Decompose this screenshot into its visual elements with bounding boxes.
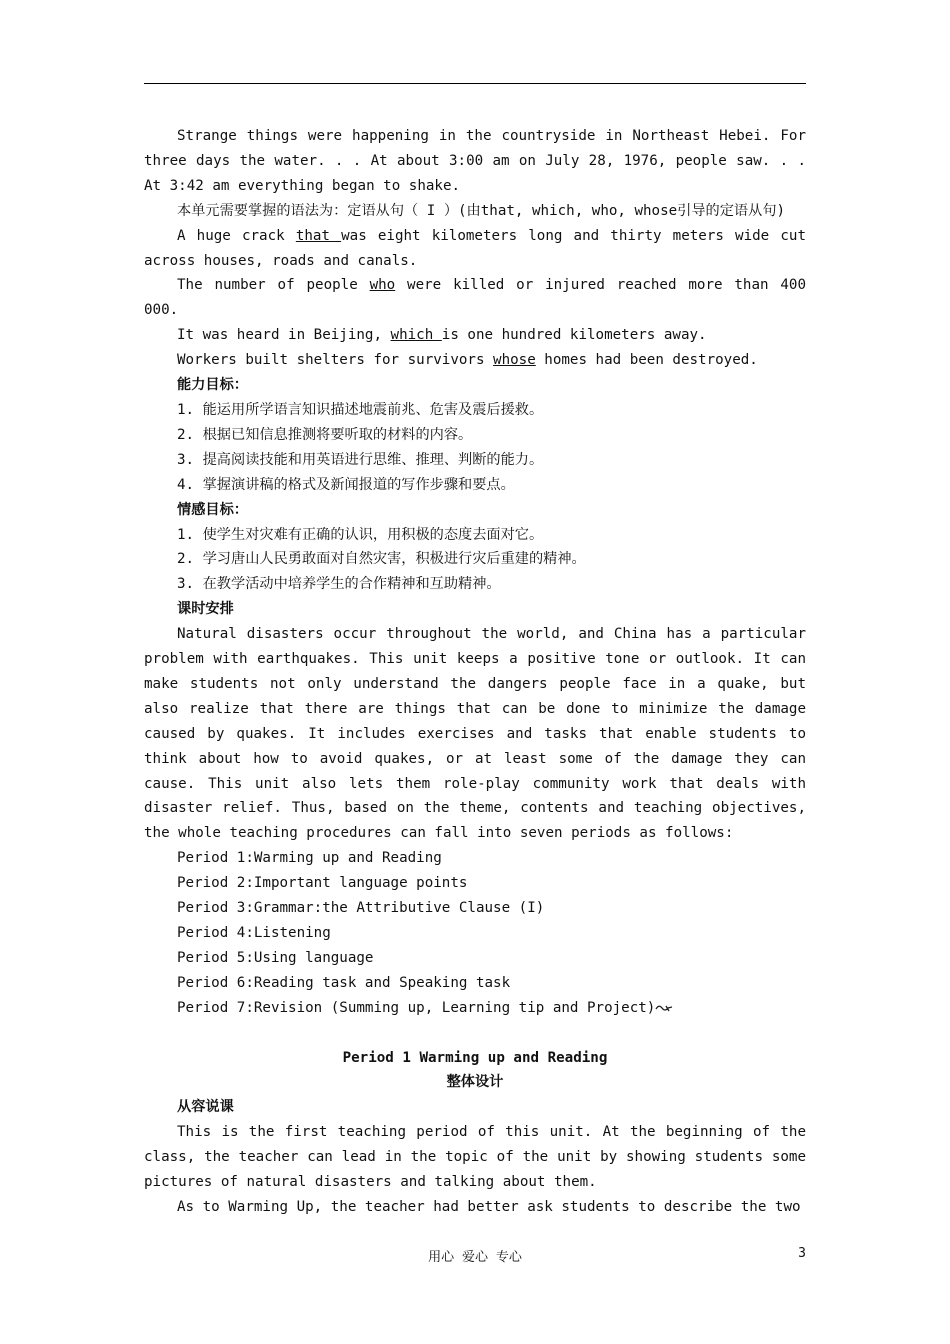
emotion-goal-item: 2. 学习唐山人民勇敢面对自然灾害，积极进行灾后重建的精神。 bbox=[177, 551, 586, 568]
example-text: It was heard in Beijing, bbox=[177, 327, 391, 344]
underlined-relative-pronoun: that bbox=[295, 227, 342, 244]
period-item: Period 6:Reading task and Speaking task bbox=[177, 974, 511, 991]
underlined-relative-pronoun: who bbox=[369, 277, 396, 294]
example-text: A huge crack bbox=[177, 227, 296, 244]
ability-goal-item: 2. 根据已知信息推测将要听取的材料的内容。 bbox=[177, 426, 473, 443]
period-text: Period 7:Revision (Summing up, Learning tip and Project) bbox=[177, 999, 656, 1016]
document-body bbox=[144, 124, 806, 1220]
underlined-relative-pronoun: which bbox=[390, 327, 442, 344]
example-text: were killed or injured reached more than 400 000. bbox=[144, 277, 807, 319]
grammar-heading: 本单元需要掌握的语法为：定语从句（ I ）(由that, which, who, whose引导的定语从句) bbox=[177, 202, 786, 219]
emotion-goals-heading: 情感目标： bbox=[177, 501, 248, 518]
spacer bbox=[144, 1021, 806, 1046]
period1-paragraph-2: As to Warming Up, the teacher had better ask students to describe the two bbox=[177, 1198, 801, 1215]
schedule-heading: 课时安排 bbox=[177, 601, 234, 618]
example-text: was eight kilometers long and thirty meters wide cut across houses, roads and canals. bbox=[144, 227, 806, 269]
period-item: Period 4:Listening bbox=[177, 925, 331, 941]
example-text: The number of people bbox=[177, 277, 370, 294]
page-footer bbox=[144, 1246, 806, 1268]
grammar-example-3 bbox=[144, 323, 806, 348]
period-item: Period 5:Using language bbox=[177, 949, 374, 966]
emotion-goal-item: 3. 在教学活动中培养学生的合作精神和互助精神。 bbox=[177, 576, 501, 593]
period1-title: Period 1 Warming up and Reading bbox=[342, 1049, 608, 1066]
period1-subtitle: 整体设计 bbox=[446, 1074, 504, 1091]
ability-goal-item: 4. 掌握演讲稿的格式及新闻报道的写作步骤和要点。 bbox=[177, 476, 515, 493]
example-text: is one hundred kilometers away. bbox=[441, 327, 707, 344]
period-item: Period 1:Warming up and Reading bbox=[177, 850, 442, 867]
period1-section-heading: 从容说课 bbox=[177, 1099, 234, 1116]
schedule-paragraph: Natural disasters occur throughout the world, and China has a particular problem with earthquakes. This unit keeps a positive tone or outlook. It can make students not only understand the dangers people face in a quake, but also realize that there are things that can be done to minimize the damage caused by quakes. It includes exercises and tasks that enable students to think about how to avoid quakes, or at least some of the damage they can cause. This unit also lets them role-play community work that deals with disaster relief. Thus, based on the theme, contents and teaching objectives, the whole teaching procedures can fall into seven periods as follows: bbox=[144, 626, 806, 842]
underlined-relative-pronoun: whose bbox=[493, 352, 536, 369]
ability-goal-item: 1. 能运用所学语言知识描述地震前兆、危害及震后援救。 bbox=[177, 401, 544, 418]
period-item: Period 3:Grammar:the Attributive Clause (I) bbox=[177, 900, 545, 917]
ability-goals-heading: 能力目标： bbox=[177, 377, 248, 394]
example-text: homes had been destroyed. bbox=[535, 352, 758, 369]
header-rule bbox=[144, 83, 806, 84]
grammar-example-1 bbox=[144, 224, 806, 274]
grammar-example-2 bbox=[144, 273, 806, 323]
period-item-last bbox=[144, 996, 806, 1021]
example-text: Workers built shelters for survivors bbox=[177, 352, 494, 369]
intro-paragraph: Strange things were happening in the countryside in Northeast Hebei. For three days the water. . . At about 3:00 am on July 28, 1976, people saw. . . At 3:42 am everything began to shake. bbox=[144, 128, 806, 194]
period1-paragraph-1: This is the first teaching period of this unit. At the beginning of the class, the teacher can lead in the topic of the unit by showing students some pictures of natural disasters and talking about them. bbox=[144, 1124, 806, 1191]
period-item: Period 2:Important language points bbox=[177, 875, 468, 892]
emotion-goal-item: 1. 使学生对灾难有正确的认识，用积极的态度去面对它。 bbox=[177, 526, 544, 543]
page-number: 3 bbox=[798, 1246, 806, 1261]
grammar-example-4 bbox=[144, 348, 806, 373]
footer-motto: 用心 爱心 专心 bbox=[428, 1250, 522, 1265]
ability-goal-item: 3. 提高阅读技能和用英语进行思维、推理、判断的能力。 bbox=[177, 451, 544, 468]
scribble-mark-icon bbox=[655, 1003, 673, 1013]
